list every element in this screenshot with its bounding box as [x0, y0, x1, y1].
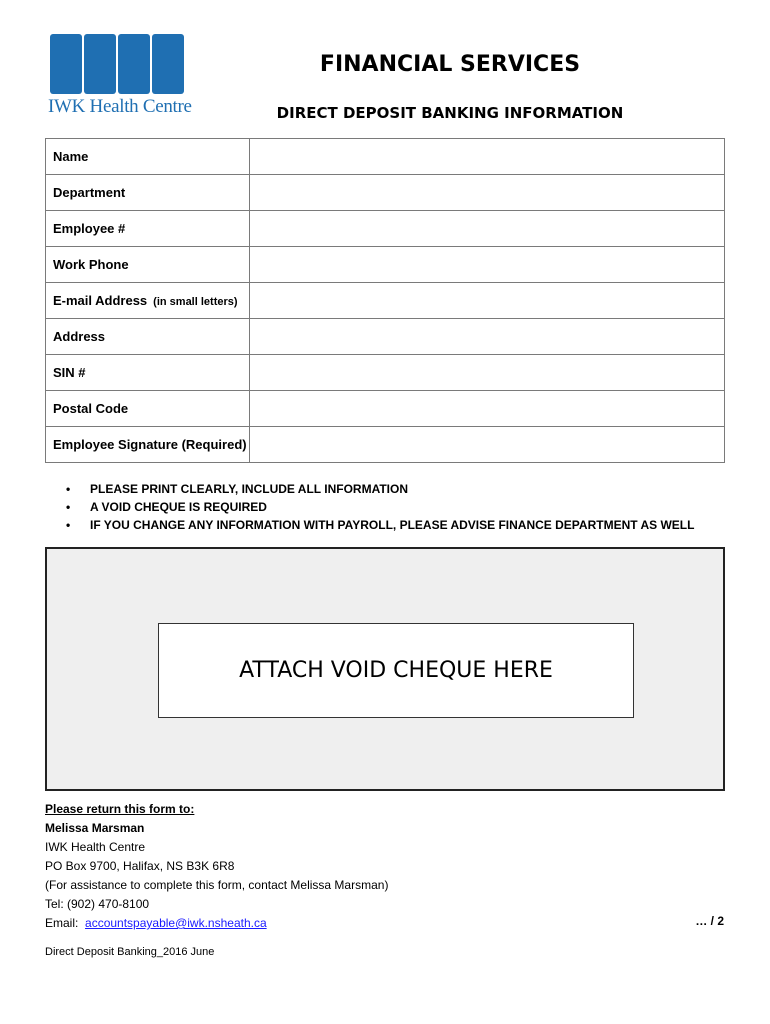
- form-row: [46, 283, 725, 319]
- form-row: [46, 247, 725, 283]
- form-label-cell: [46, 211, 250, 247]
- logo-figures-icon: [50, 34, 184, 94]
- form-label-note: (in small letters): [153, 296, 238, 308]
- employee-info-table: [45, 138, 725, 463]
- form-label: Postal Code: [53, 401, 129, 416]
- form-label-cell: [46, 247, 250, 283]
- iwk-logo: [48, 34, 192, 120]
- form-row: [46, 391, 725, 427]
- email-link[interactable]: accountspayable@iwk.nsheath.ca: [85, 916, 267, 930]
- form-row: [46, 139, 725, 175]
- form-value-cell[interactable]: [250, 139, 725, 175]
- return-header: Please return this form to:: [45, 802, 195, 816]
- form-row: [46, 319, 725, 355]
- contact-tel: Tel: (902) 470-8100: [45, 897, 150, 911]
- form-label: SIN #: [53, 365, 86, 380]
- form-value-cell[interactable]: [250, 319, 725, 355]
- instruction-item: • PLEASE PRINT CLEARLY, INCLUDE ALL INFORMATION: [66, 480, 694, 498]
- form-label: Employee #: [53, 221, 126, 236]
- form-value-cell[interactable]: [250, 355, 725, 391]
- form-label: Name: [53, 149, 89, 164]
- form-row: [46, 355, 725, 391]
- contact-block: [45, 800, 388, 933]
- void-cheque-area: [45, 547, 725, 791]
- form-label: Address: [53, 329, 106, 344]
- attach-cheque-label: ATTACH VOID CHEQUE HERE: [158, 623, 634, 718]
- form-label-cell: [46, 391, 250, 427]
- form-label-cell: [46, 355, 250, 391]
- form-label: Employee Signature (Required): [53, 437, 247, 452]
- form-label-cell: [46, 427, 250, 463]
- form-row: [46, 427, 725, 463]
- contact-email-line: [45, 914, 388, 933]
- footer-text: Direct Deposit Banking_2016 June: [45, 946, 215, 958]
- form-value-cell[interactable]: [250, 211, 725, 247]
- instruction-item: • IF YOU CHANGE ANY INFORMATION WITH PAYROLL, PLEASE ADVISE FINANCE DEPARTMENT AS WELL: [66, 516, 694, 534]
- form-value-cell[interactable]: [250, 427, 725, 463]
- instructions-list: [66, 480, 694, 534]
- instruction-item: • A VOID CHEQUE IS REQUIRED: [66, 498, 694, 516]
- form-label: E-mail Address: [53, 293, 148, 308]
- form-value-cell[interactable]: [250, 247, 725, 283]
- email-label: Email:: [45, 916, 86, 930]
- page-subtitle: DIRECT DEPOSIT BANKING INFORMATION: [276, 104, 624, 122]
- contact-address: PO Box 9700, Halifax, NS B3K 6R8: [45, 859, 235, 873]
- form-value-cell[interactable]: [250, 175, 725, 211]
- form-label: Work Phone: [53, 257, 129, 272]
- form-label-cell: [46, 175, 250, 211]
- form-row: [46, 211, 725, 247]
- contact-org: IWK Health Centre: [45, 840, 146, 854]
- form-label-cell: [46, 283, 250, 319]
- page-title: FINANCIAL SERVICES: [319, 52, 581, 77]
- form-value-cell[interactable]: [250, 283, 725, 319]
- form-value-cell[interactable]: [250, 391, 725, 427]
- contact-name: Melissa Marsman: [45, 821, 145, 835]
- form-label-cell: [46, 139, 250, 175]
- form-label-cell: [46, 319, 250, 355]
- contact-assist: (For assistance to complete this form, contact Melissa Marsman): [45, 878, 389, 892]
- page-number: … / 2: [695, 914, 724, 928]
- logo-text: IWK Health Centre: [48, 96, 192, 117]
- form-row: [46, 175, 725, 211]
- form-label: Department: [53, 185, 126, 200]
